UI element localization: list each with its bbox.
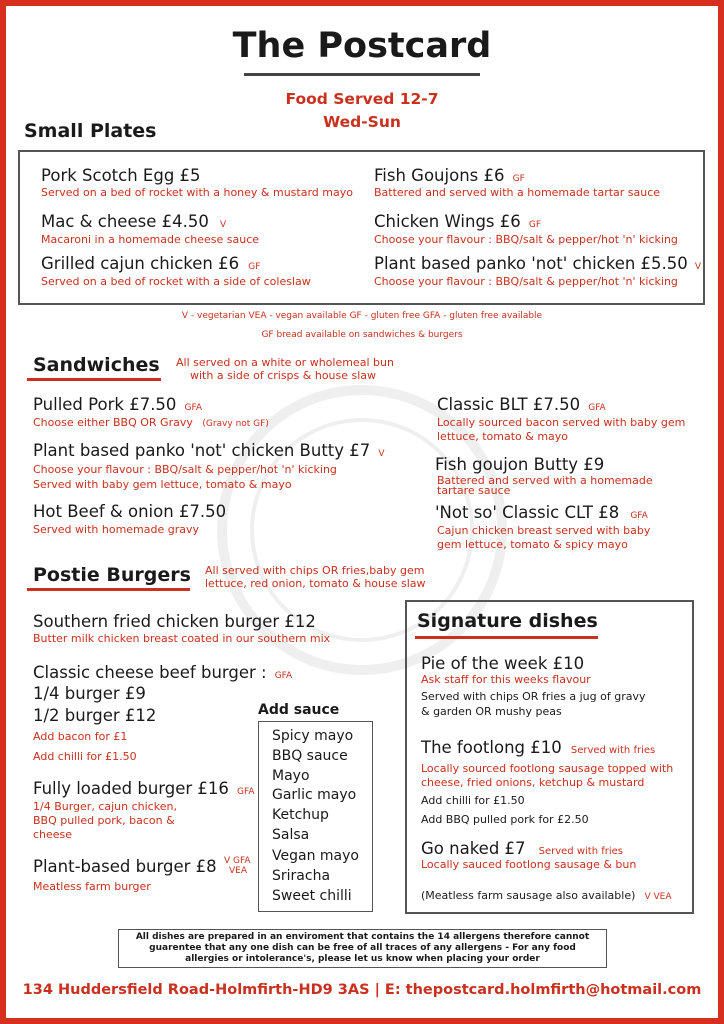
dietary-tag: GFA [184,403,203,413]
menu-item-desc [33,416,269,431]
item-desc: Cajun chicken breast served with baby [437,524,651,537]
item-name: Chicken Wings £6 [374,212,521,231]
item-name: Pie of the week £10 [421,654,585,673]
dietary-tag: GF [248,262,261,272]
burgers-subtitle: lettuce, red onion, tomato & house slaw [205,577,426,590]
half-burger-price: 1/2 burger £12 [33,706,157,725]
item-name: Fish Goujons £6 [374,166,505,185]
served-days: Wed-Sun [323,113,401,131]
gf-bread-note: GF bread available on sandwiches & burgers [261,330,463,340]
signature-heading: Signature dishes [417,610,598,632]
item-name: Mac & cheese £4.50 [41,212,209,231]
signature-underline [415,636,598,639]
item-desc: tartare sauce [437,484,511,497]
item-desc: Battered and served with a homemade tartar sauce [374,186,661,199]
item-desc: Choose either BBQ OR Gravy [33,416,193,429]
dietary-tag: GFA [274,671,293,681]
dietary-tag: V [378,449,385,459]
item-desc: Served on a bed of rocket with a side of coleslaw [41,275,311,288]
served-hours: Food Served 12-7 [285,90,439,108]
item-desc: Served with chips OR fries a jug of gravy [421,690,646,703]
item-name: Hot Beef & onion £7.50 [33,502,227,521]
item-desc: Choose your flavour : BBQ/salt & pepper/hot 'n' kicking [374,233,678,246]
item-note: (Gravy not GF) [202,419,269,429]
item-tag: Served with fries [570,745,656,756]
sauce-item: Garlic mayo [272,787,357,803]
sauce-item: Ketchup [272,807,329,823]
item-name: The footlong £10 [421,738,562,757]
menu-item [33,502,226,521]
menu-item [33,779,255,798]
item-desc: Choose your flavour : BBQ/salt & pepper/hot 'n' kicking [33,463,337,476]
menu-item [41,212,226,231]
footer-address-email: 134 Huddersfield Road-Holmfirth-HD9 3AS | E: thepostcard.holmfirth@hotmail.com [22,982,702,998]
item-name: Southern fried chicken burger £12 [33,612,316,631]
menu-item [41,254,260,273]
dietary-tag: GF [528,220,542,230]
item-desc: & garden OR mushy peas [421,705,562,718]
item-desc: Locally sourced bacon served with baby gem [437,416,686,429]
dietary-tag: V GFA [224,856,251,866]
item-name: Fish goujon Butty £9 [435,455,605,474]
sauce-item: Vegan mayo [272,848,359,864]
sandwiches-subtitle: with a side of crisps & house slaw [190,369,377,382]
item-note: (Meatless farm sausage also available) [421,889,636,902]
item-desc: Served on a bed of rocket with a honey & mustard mayo [41,186,353,199]
item-desc: lettuce, tomato & mayo [437,430,569,443]
item-desc: Meatless farm burger [33,880,151,893]
dietary-tag: V [219,220,227,230]
item-desc: Battered and served with a homemade [437,474,653,487]
item-note: Ask staff for this weeks flavour [421,673,591,686]
sauce-item: BBQ sauce [272,748,348,764]
item-name: Go naked £7 [421,839,526,858]
item-name: Fully loaded burger £16 [33,779,229,798]
add-chilli: Add chilli for £1.50 [33,750,137,763]
title-underline [244,73,480,76]
menu-item [374,212,541,231]
item-name: 'Not so' Classic CLT £8 [435,503,620,522]
item-name: Pork Scotch Egg £5 [41,166,201,185]
item-desc: gem lettuce, tomato & spicy mayo [437,538,628,551]
menu-item [41,166,201,185]
item-desc: Choose your flavour : BBQ/salt & pepper/hot 'n' kicking [374,275,678,288]
menu-item [435,455,604,474]
menu-item [33,395,202,414]
dietary-tag: V [694,262,702,272]
menu-item [33,441,385,460]
item-tag: Served with fries [538,846,623,857]
item-name: Plant based panko 'not' chicken £5.50 [374,254,688,273]
sauce-item: Mayo [272,768,310,784]
menu-item-note [421,884,672,903]
quarter-burger-price: 1/4 burger £9 [33,684,146,703]
add-sauce-heading: Add sauce [258,702,340,718]
menu-item [421,738,655,757]
item-desc: Served with baby gem lettuce, tomato & mayo [33,478,292,491]
sauce-item: Salsa [272,827,310,843]
dietary-tag: GF [512,174,525,184]
item-desc: cheese [33,828,73,841]
small-plates-heading: Small Plates [24,120,157,142]
menu-item [437,395,606,414]
dietary-tag: GFA [630,511,648,521]
burgers-underline [27,588,190,591]
item-name: Plant based panko 'not' chicken Butty £7 [33,441,371,460]
menu-item [33,663,292,682]
sauce-item: Sriracha [272,868,331,884]
add-option: Add BBQ pulled pork for £2.50 [421,813,589,826]
menu-item [435,503,648,522]
item-name: Classic BLT £7.50 [437,395,581,414]
burgers-subtitle: All served with chips OR fries,baby gem [205,564,425,577]
dietary-tag: V VEA [644,892,672,902]
item-name: Plant-based burger £8 [33,857,217,876]
sauce-item: Spicy mayo [272,728,354,744]
menu-item [421,839,623,858]
item-name: Classic cheese beef burger : [33,663,267,682]
item-desc: Locally sauced footlong sausage & bun [421,858,637,871]
dietary-tag: GFA [588,403,606,413]
dietary-legend: V - vegetarian VEA - vegan available GF - gluten free GFA - gluten free available [181,311,543,321]
item-desc: BBQ pulled pork, bacon & [33,814,175,827]
item-desc: cheese, fried onions, ketchup & mustard [421,776,645,789]
menu-item [374,166,525,185]
burgers-heading: Postie Burgers [33,564,191,586]
item-desc: Locally sourced footlong sausage topped with [421,762,674,775]
item-desc: 1/4 Burger, cajun chicken, [33,800,177,813]
dietary-tag: VEA [229,866,247,876]
add-bacon: Add bacon for £1 [33,730,128,743]
dietary-tag: GFA [237,787,255,797]
menu-item [374,254,701,273]
page-title: The Postcard [232,26,492,66]
sauce-item: Sweet chilli [272,888,352,904]
sandwiches-heading: Sandwiches [33,354,160,376]
sandwiches-underline [27,378,161,381]
allergen-disclaimer: All dishes are prepared in an enviroment that contains the 14 allergens therefore cannot guarentee that any one dish can be free of all traces of any allergens - For any food allergies or intolerance's, please let us know when placing your order [135,932,590,964]
item-name: Grilled cajun chicken £6 [41,254,240,273]
item-desc: Served with homemade gravy [33,523,200,536]
add-option: Add chilli for £1.50 [421,794,525,807]
item-name: Pulled Pork £7.50 [33,395,177,414]
item-desc: Macaroni in a homemade cheese sauce [41,233,260,246]
sandwiches-subtitle: All served on a white or wholemeal bun [176,356,394,369]
item-desc: Butter milk chicken breast coated in our southern mix [33,632,331,645]
